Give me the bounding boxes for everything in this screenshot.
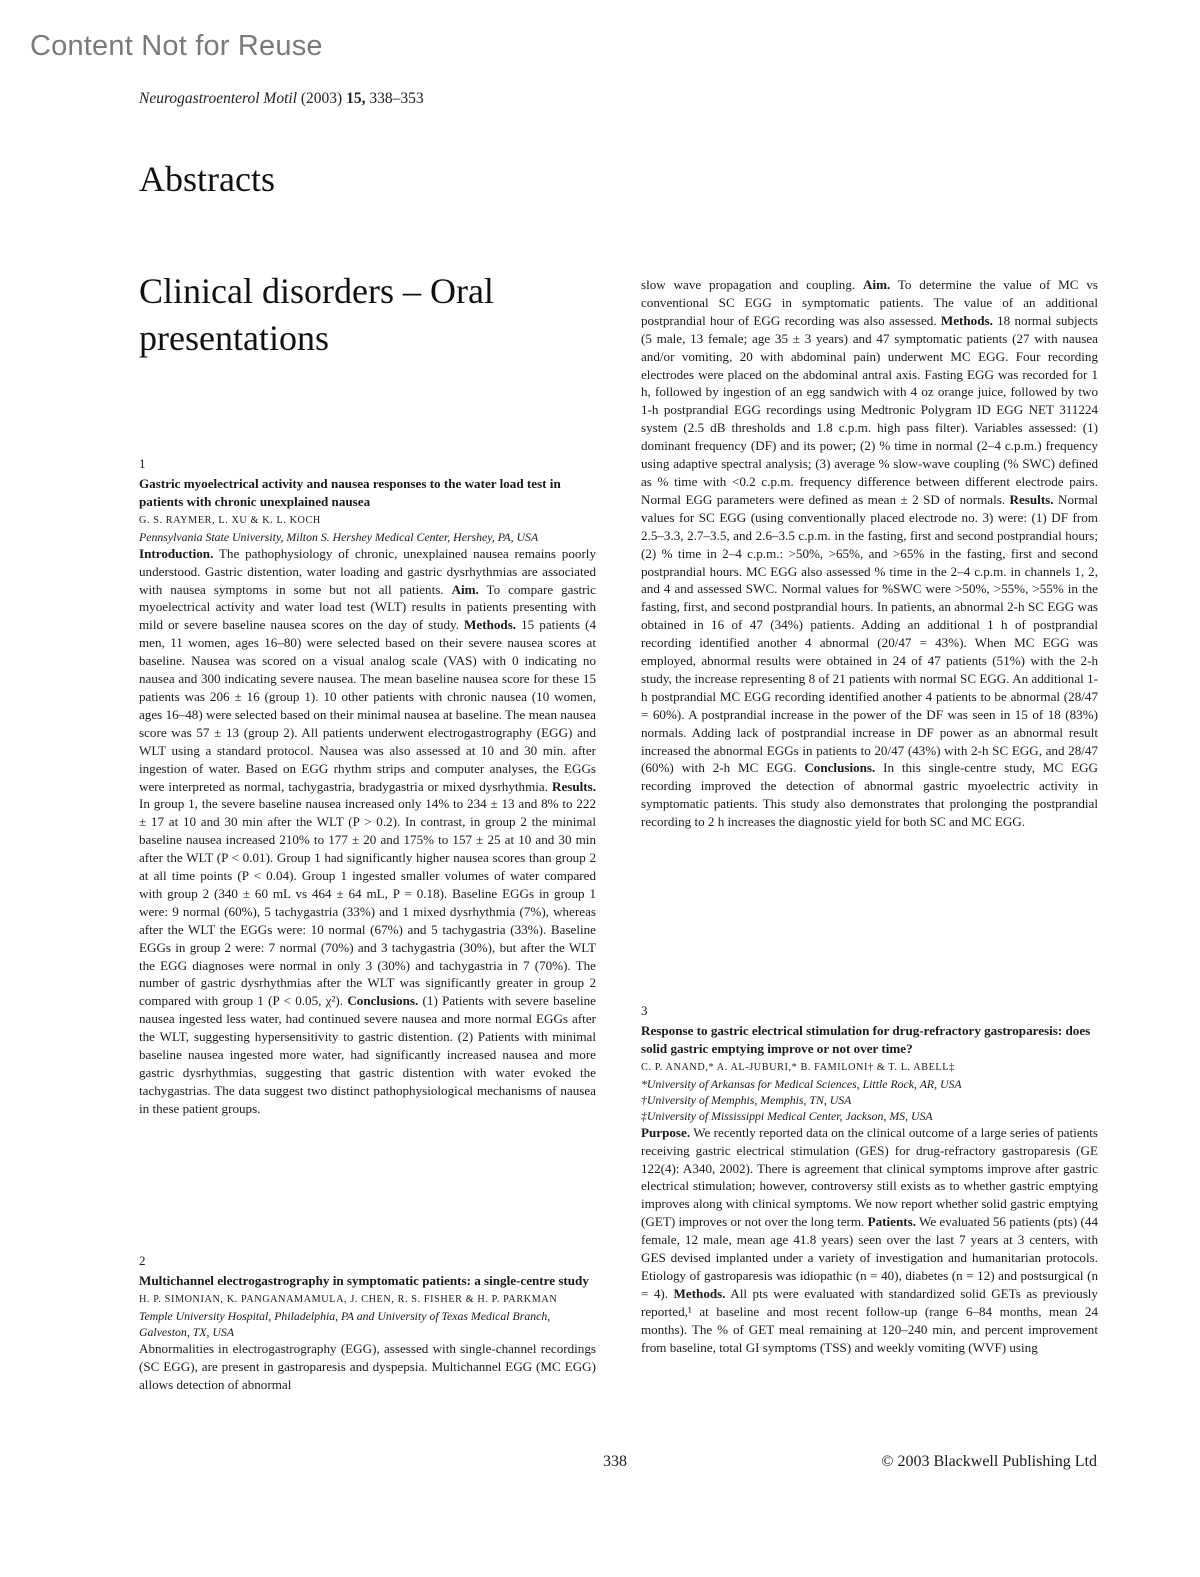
body-label: Patients. — [867, 1214, 916, 1230]
body-text: 15 patients (4 men, 11 women, ages 16–80) were selected based on their severe nausea scores at baseline. Nausea was scored on a visual analog scale (VAS) with 0 indicating no nausea and 300 indicating severe nausea. The mean baseline nausea score for these 15 patients was 206 ± 16 (group 1). 10 other patients with chronic nausea (10 women, ages 16–48) were selected based on their minimal nausea at baseline. The mean nausea score was 57 ± 13 (group 2). All patients underwent electrogastrography (EGG) and WLT using a standard protocol. Nausea was also assessed at 10 and 30 min. after ingestion of water. Based on EGG rhythm strips and computer analyses, the EGGs were interpreted as normal, tachygastria, bradygastria or mixed dysrhythmia. — [139, 617, 596, 794]
abstract-3 — [641, 1002, 1098, 1357]
abstract-body — [641, 276, 1098, 831]
abstract-number: 2 — [139, 1253, 146, 1268]
body-label: Methods. — [464, 617, 517, 633]
body-label: Purpose. — [641, 1124, 691, 1140]
body-label: Conclusions. — [347, 993, 419, 1009]
copyright: © 2003 Blackwell Publishing Ltd — [881, 1453, 1097, 1470]
body-label: Aim. — [862, 277, 891, 292]
body-label: Results. — [551, 778, 596, 794]
abstract-body — [139, 545, 596, 1118]
body-label: Aim. — [451, 581, 479, 597]
body-text: In this single-centre study, MC EGG recording improved the detection of abnormal gastric myoelectric activity in symptomatic patients. This study also demonstrates that prolonging the postprandial recording to 2 h increases the diagnostic yield for both SC and MC EGG. — [641, 760, 1098, 830]
journal-citation — [139, 90, 424, 108]
journal-title: Neurogastroenterol Motil — [139, 90, 298, 107]
abstract-1 — [139, 455, 596, 1118]
abstract-title: Multichannel electrogastrography in symptomatic patients: a single-centre study — [139, 1272, 589, 1288]
abstract-affiliation: ‡University of Mississippi Medical Center, Jackson, MS, USA — [641, 1108, 933, 1123]
abstract-affiliation: Temple University Hospital, Philadelphia, PA and University of Texas Medical Branch, Galveston, TX, USA — [139, 1308, 551, 1339]
journal-year: (2003) — [300, 90, 343, 107]
abstract-affiliation: Pennsylvania State University, Milton S. Hershey Medical Center, Hershey, PA, USA — [139, 529, 539, 544]
body-label: Introduction. — [139, 545, 214, 561]
body-text: To compare gastric myoelectrical activity and water load test (WLT) results in patients presenting with mild or severe baseline nausea scores on the day of study. — [139, 581, 596, 633]
body-text: (1) Patients with severe baseline nausea ingested less water, had continued severe nausea and more normal EGGs after the WLT, suggesting hypersensitivity to gastric distention. (2) Patients with minimal baseline nausea ingested more water, had significantly increased nausea and more gastric dysrhythmias, suggesting that gastric distention with water evoked the tachygastrias. The data suggest two distinct pathophysiological mechanisms of nausea in these patient groups. — [139, 993, 596, 1116]
body-text: All pts were evaluated with standardized solid GETs as previously reported,¹ at baseline and most recent follow-up (range 6–84 months, mean 24 months). The % of GET meal remaining at 120–240 min, and percent improvement from baseline, total GI symptoms (TSS) and weekly vomiting (WVF) using — [641, 1285, 1098, 1355]
body-label: Methods. — [940, 312, 993, 328]
page-title: Abstracts — [139, 159, 275, 199]
journal-pages: 338–353 — [369, 90, 424, 107]
abstract-title: Response to gastric electrical stimulation for drug-refractory gastroparesis: does solid gastric emptying improve or not over time? — [641, 1022, 1091, 1056]
abstract-title: Gastric myoelectrical activity and nausea responses to the water load test in patients with chronic unexplained nausea — [139, 475, 561, 509]
body-text: The pathophysiology of chronic, unexplained nausea remains poorly understood. Gastric distention, water loading and gastric dysrhythmias are associated with nausea symptoms in some but not all patients. — [139, 545, 596, 597]
abstract-affiliation: *University of Arkansas for Medical Sciences, Little Rock, AR, USA — [641, 1076, 962, 1091]
body-text: 18 normal subjects (5 male, 13 female; age 35 ± 3 years) and 47 symptomatic patients (27 with nausea and/or vomiting, 20 with abdominal pain) underwent MC EGG. Four recording electrodes were placed on the abdominal antral axis. Fasting EGG was recorded for 1 h, followed by ingestion of an egg sandwich with 4 oz orange juice, followed by two 1-h postprandial EGG recordings using Medtronic Polygram ID EGG NET 311224 system (2.5 dB thresholds and 1.8 c.p.m. high pass filter). Variables assessed: (1) dominant frequency (DF) and its power; (2) % time in normal (2–4 c.p.m.) frequency using adaptive spectral analysis; (3) average % slow-wave coupling (% SWC) defined as % time with <0.2 c.p.m. frequency difference between different electrode pairs. Normal EGG parameters were defined as mean ± 2 SD of normals. — [641, 312, 1099, 507]
journal-volume: 15, — [346, 90, 366, 107]
body-label: Conclusions. — [804, 760, 876, 776]
body-text: Normal values for SC EGG (using conventionally placed electrode no. 3) were: (1) DF from 2.5–3.3, 2.7–3.5, and 2.6–3.5 c.p.m. in the fasting, first and second postprandial hours; (2) % time in 2–4 c.p.m.: >50%, >65%, and >65% in the fasting, first and second postprandial hours. MC EGG also assessed % time in the 2–4 c.p.m. in channels 1, 2, and 4 and assessed SWC. Normal values for %SWC were >50%, >55%, >55% in the fasting, first, and second postprandial hours. In patients, an abnormal 2-h SC EGG was obtained in 16 of 47 (34%) patients. Adding an additional 1 h of postprandial recording identified another 4 abnormal (20/47 = 43%). When MC EGG was employed, abnormal results were obtained in 24 of 47 patients (51%) with the 2-h study, the increase representing 8 of 21 patients with normal SC EGG. An additional 1-h postprandial MC EGG recording identified another 4 patients to be abnormal (28/47 = 60%). A postprandial increase in the power of the DF was seen in 15 of 18 (83%) normals. Adding lack of postprandial increase in DF power as an abnormal result increased the abnormal EGGs in patients to 20/47 (43%) with 2-h SC EGG, and 28/47 (60%) with 2-h MC EGG. — [641, 491, 1098, 776]
abstract-2 — [139, 1252, 596, 1394]
abstract-authors: G. S. RAYMER, L. XU & K. L. KOCH — [139, 514, 321, 526]
body-label: Methods. — [673, 1285, 726, 1301]
section-title: Clinical disorders – Oral presentations — [139, 271, 494, 358]
abstract-2-continued — [641, 276, 1098, 831]
abstract-number: 3 — [641, 1003, 648, 1018]
abstract-authors: C. P. ANAND,* A. AL-JUBURI,* B. FAMILONI† & T. L. ABELL‡ — [641, 1061, 955, 1073]
watermark: Content Not for Reuse — [30, 30, 323, 62]
body-text: We evaluated 56 patients (pts) (44 female, 12 male, mean age 41.8 years) seen over the last 7 years at 3 centers, with GES devised implanted under a variety of investigation and humanitarian protocols. Etiology of gastroparesis was idiopathic (n = 40), diabetes (n = 12) and postsurgical (n = 4). — [641, 1214, 1098, 1301]
abstract-authors: H. P. SIMONIAN, K. PANGANAMAMULA, J. CHEN, R. S. FISHER & H. P. PARKMAN — [139, 1293, 558, 1305]
abstract-body: Abnormalities in electrogastrography (EGG), assessed with single-channel recordings (SC EGG), are present in gastroparesis and dyspepsia. Multichannel EGG (MC EGG) allows detection of abnormal — [139, 1340, 596, 1392]
abstract-affiliation: †University of Memphis, Memphis, TN, USA — [641, 1092, 852, 1107]
body-text: We recently reported data on the clinical outcome of a large series of patients receiving gastric electrical stimulation (GES) for drug-refractory gastroparesis (GE 122(4): A340, 2002). There is agreement that clinical symptoms improve after gastric electrical stimulation; however, controversy still exists as to whether gastric emptying improves along with clinical symptoms. We now report whether solid gastric emptying (GET) improves or not over the long term. — [641, 1124, 1098, 1230]
page-number: 338 — [603, 1453, 627, 1470]
body-text: In group 1, the severe baseline nausea increased only 14% to 234 ± 13 and 8% to 222 ± 17 at 10 and 30 min after the WLT (P > 0.2). In contrast, in group 2 the minimal baseline nausea increased 210% to 177 ± 20 and 175% to 157 ± 25 at 10 and 30 min after the WLT (P < 0.01). Group 1 had significantly higher nausea scores than group 2 at all time points (P < 0.04). Group 1 ingested smaller volumes of water compared with group 2 (340 ± 60 mL vs 464 ± 64 mL, P = 0.18). Baseline EGGs in group 1 were: 9 normal (60%), 5 tachygastria (33%) and 1 mixed dysrhythmia (7%), whereas after the WLT the EGGs were: 10 normal (67%) and 5 tachygastria (33%). Baseline EGGs in group 2 were: 7 normal (70%) and 3 tachygastria (30%), but after the WLT the EGG diagnoses were normal in only 3 (30%) and tachygastria in 7 (70%). The number of gastric dysrhythmias after the WLT was significantly greater in group 2 compared with group 1 (P < 0.05, χ²). — [139, 796, 596, 1009]
abstract-number: 1 — [139, 456, 146, 471]
body-text: To determine the value of MC vs conventional SC EGG in symptomatic patients. The value of an additional postprandial hour of EGG recording was also assessed. — [641, 277, 1098, 328]
abstract-body — [641, 1124, 1098, 1357]
body-text: slow wave propagation and coupling. — [641, 277, 863, 292]
body-label: Results. — [1009, 491, 1054, 507]
